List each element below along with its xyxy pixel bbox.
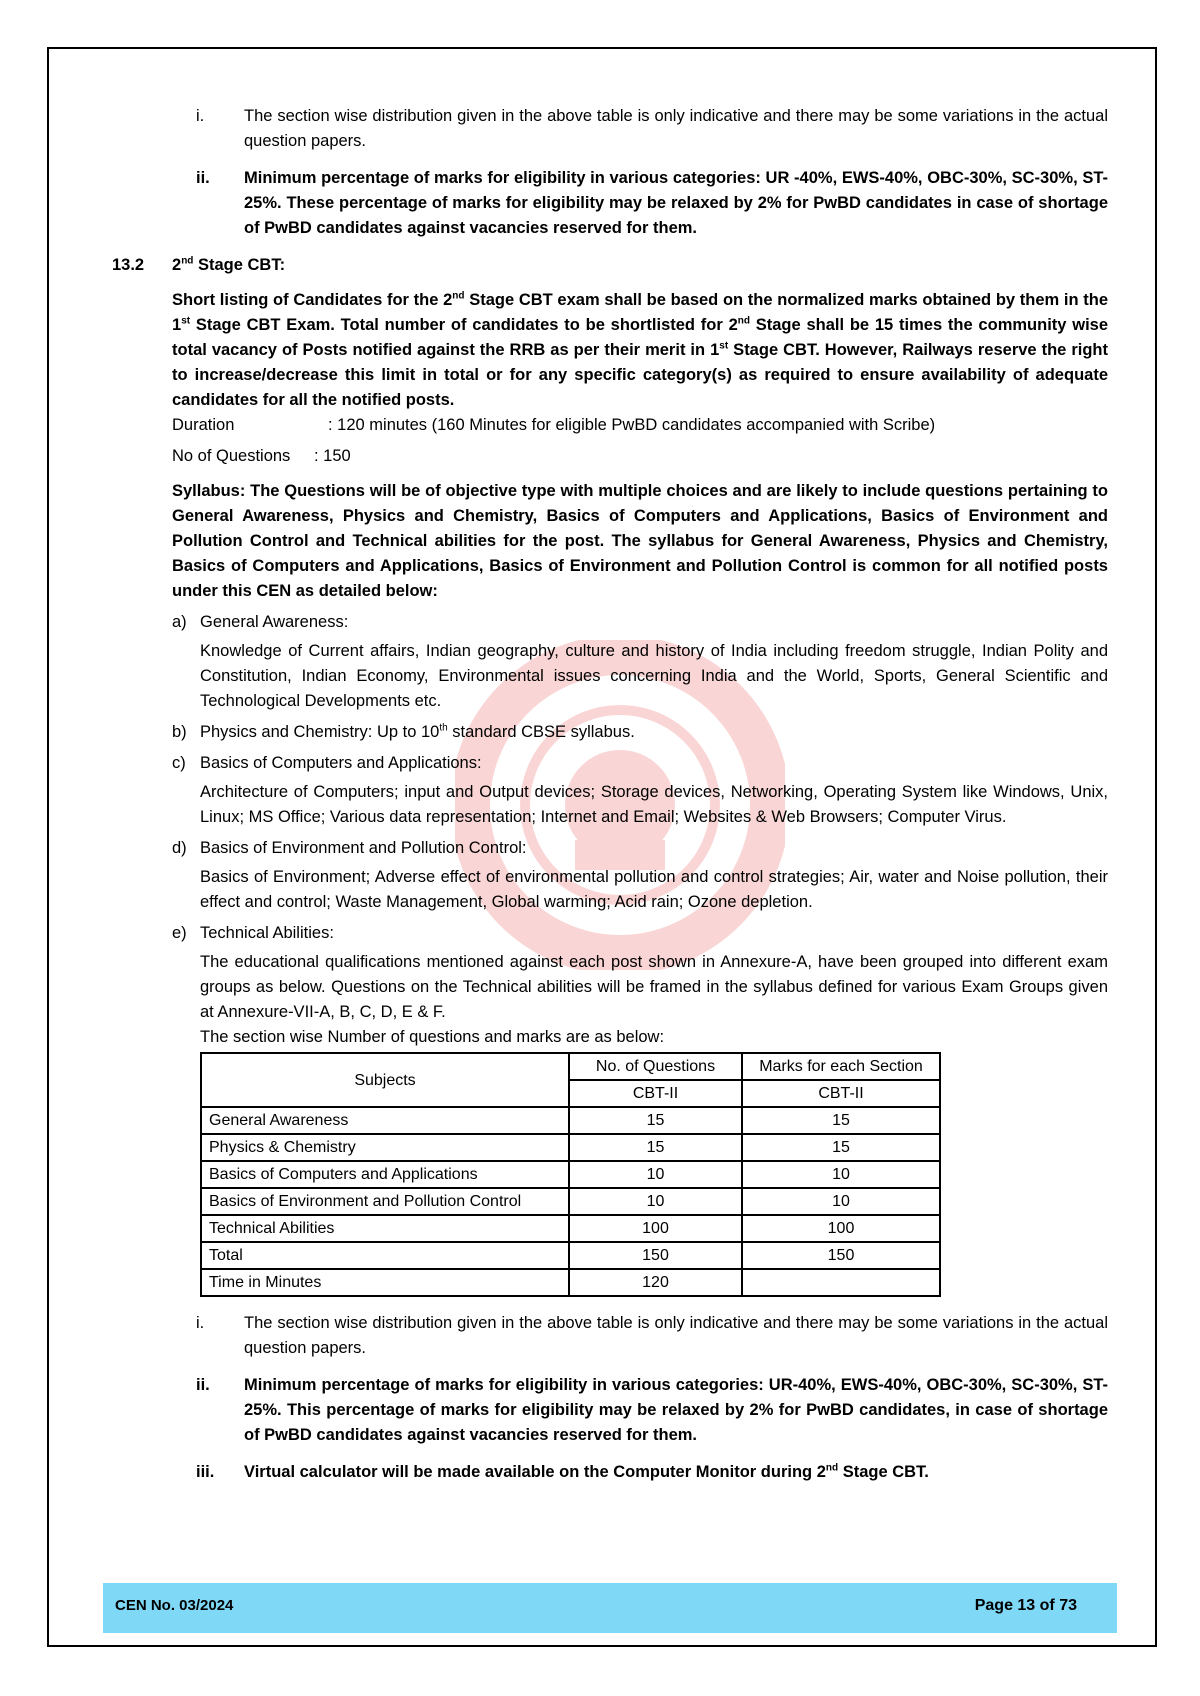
header-marks: Marks for each Section <box>742 1053 940 1080</box>
syllabus-paragraph: Syllabus: The Questions will be of objective type with multiple choices and are likely to include questions pertaining to General Awareness, Physics and Chemistry, Basics of Computers and Applications, Basics of Environment and Pollution Control and Technical abilities for the post. The syllabus for General Awareness, Physics and Chemistry, Basics of Computers and Applications, Basics of Environment and Pollution Control is common for all notified posts under this CEN as detailed below: <box>172 482 1108 600</box>
section-number: 13.2 <box>112 256 145 274</box>
table-row: Total 150 150 <box>201 1242 940 1269</box>
table-row: Time in Minutes 120 <box>201 1269 940 1296</box>
topic-body: Knowledge of Current affairs, Indian geography, culture and history of India including freedom struggle, Indian Polity and Constitution, Indian Economy, Environmental issues concerning India and the World, Sports, General Scientific and Technological Developments etc. <box>200 642 1108 710</box>
header-questions: No. of Questions <box>569 1053 742 1080</box>
table-row: Basics of Computers and Applications 10 10 <box>201 1161 940 1188</box>
questions-line <box>172 444 1108 469</box>
shortlisting-paragraph: Short listing of Candidates for the 2nd Stage CBT exam shall be based on the normalized marks obtained by them in the 1st Stage CBT Exam. Total number of candidates to be shortlisted for 2nd Stage shall be 15 times the community wise total vacancy of Posts notified against the RRB as per their merit in 1st Stage CBT. However, Railways reserve the right to increase/decrease this limit in total or for any specific category(s) as required to ensure availability of adequate candidates for all the notified posts. <box>172 290 1108 409</box>
topic-technical-abilities <box>172 921 1108 1050</box>
note-text: The section wise distribution given in the above table is only indicative and there may be some variations in the actual question papers. <box>244 1314 1108 1357</box>
topic-heading: General Awareness: <box>200 613 349 631</box>
topic-heading: Basics of Environment and Pollution Control: <box>200 839 527 857</box>
topic-letter: c) <box>172 754 186 772</box>
note-number: i. <box>196 1314 205 1332</box>
topic-letter: b) <box>172 723 187 741</box>
duration-line <box>172 413 1108 438</box>
table-row: Basics of Environment and Pollution Control 10 10 <box>201 1188 940 1215</box>
header-subjects: Subjects <box>201 1053 569 1107</box>
questions-value: : 150 <box>314 447 351 465</box>
note-text: The section wise distribution given in the above table is only indicative and there may be some variations in the actual question papers. <box>244 107 1108 150</box>
topic-letter: d) <box>172 839 187 857</box>
top-notes <box>112 104 1108 241</box>
header-cbt2-marks: CBT-II <box>742 1080 940 1107</box>
table-row: Physics & Chemistry 15 15 <box>201 1134 940 1161</box>
topic-physics-chemistry <box>172 720 1108 745</box>
note-number: iii. <box>196 1463 215 1481</box>
bottom-notes <box>112 1311 1108 1485</box>
table-row: Technical Abilities 100 100 <box>201 1215 940 1242</box>
header-cbt2-questions: CBT-II <box>569 1080 742 1107</box>
topic-body: Architecture of Computers; input and Output devices; Storage devices, Networking, Operating System like Windows, Unix, Linux; MS Office; Various data representation; Internet and Email; Websites & Web Browsers; Computer Virus. <box>200 783 1108 826</box>
cen-number: CEN No. 03/2024 <box>115 1597 234 1614</box>
note-number: ii. <box>196 1376 210 1394</box>
footer-band <box>103 1583 1117 1633</box>
questions-label: No of Questions <box>172 447 291 465</box>
topic-general-awareness <box>172 610 1108 714</box>
note-text: Minimum percentage of marks for eligibility in various categories: UR -40%, EWS-40%, OBC-30%, SC-30%, ST-25%. These percentage of marks for eligibility may be relaxed by 2% for PwBD candidates in case of shortage of PwBD candidates against vacancies reserved for them. <box>244 169 1108 237</box>
section-title: 2nd Stage CBT: <box>172 255 286 274</box>
duration-label: Duration <box>172 416 235 434</box>
marks-table <box>200 1052 941 1297</box>
topic-heading: Technical Abilities: <box>200 924 334 942</box>
duration-value: : 120 minutes (160 Minutes for eligible PwBD candidates accompanied with Scribe) <box>328 416 936 434</box>
topic-heading: Basics of Computers and Applications: <box>200 754 482 772</box>
section-heading <box>112 253 1108 278</box>
topic-body: The educational qualifications mentioned against each post shown in Annexure-A, have been grouped into different exam groups as below. Questions on the Technical abilities will be framed in the syllabus defined for various Exam Groups given at Annexure-VII-A, B, C, D, E & F. <box>200 953 1108 1021</box>
topic-heading: Physics and Chemistry: Up to 10th standard CBSE syllabus. <box>200 722 635 741</box>
topic-environment <box>172 836 1108 915</box>
topic-letter: e) <box>172 924 187 942</box>
topic-computers <box>172 751 1108 830</box>
table-row: General Awareness 15 15 <box>201 1107 940 1134</box>
topic-letter: a) <box>172 613 187 631</box>
note-text: Virtual calculator will be made available on the Computer Monitor during 2nd Stage CBT. <box>244 1462 929 1481</box>
note-text: Minimum percentage of marks for eligibility in various categories: UR-40%, EWS-40%, OBC-30%, SC-30%, ST-25%. This percentage of marks for eligibility may be relaxed by 2% for PwBD candidates, in case of shortage of PwBD candidates against vacancies reserved for them. <box>244 1376 1108 1444</box>
page-number: Page 13 of 73 <box>974 1597 1077 1614</box>
table-intro: The section wise Number of questions and marks are as below: <box>200 1028 665 1046</box>
note-number: i. <box>196 107 205 125</box>
topic-body: Basics of Environment; Adverse effect of environmental pollution and control strategies; Air, water and Noise pollution, their effect and control; Waste Management, Global warming; Acid rain; Ozone depletion. <box>200 868 1108 911</box>
note-number: ii. <box>196 169 210 187</box>
